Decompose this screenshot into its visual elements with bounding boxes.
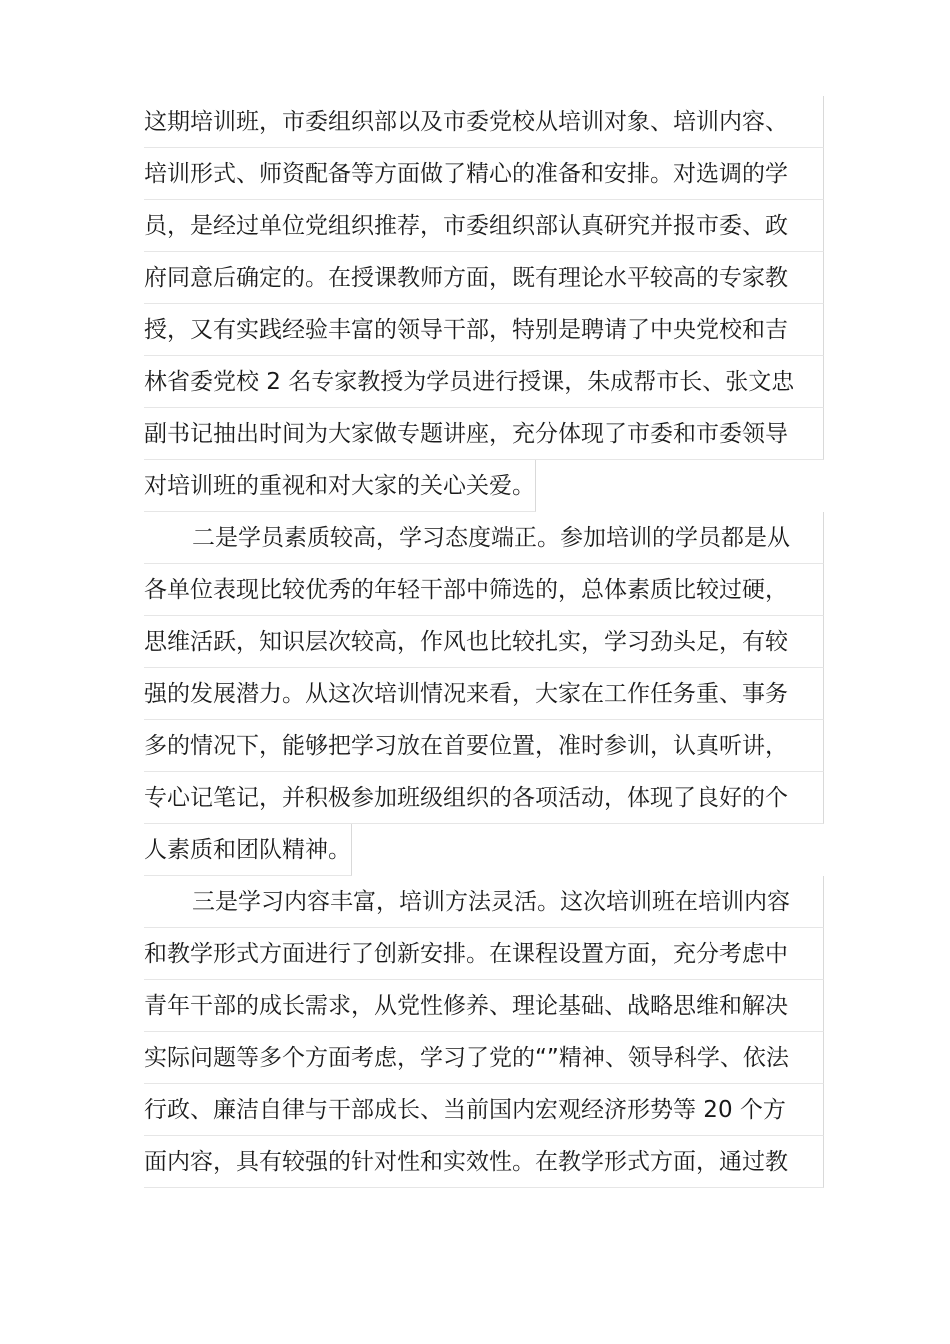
text-line: 实际问题等多个方面考虑，学习了党的“”精神、领导科学、依法 [144, 1032, 824, 1084]
text-line: 林省委党校 2 名专家教授为学员进行授课，朱成帮市长、张文忠 [144, 356, 824, 408]
text-line: 培训形式、师资配备等方面做了精心的准备和安排。对选调的学 [144, 148, 824, 200]
text-line: 这期培训班，市委组织部以及市委党校从培训对象、培训内容、 [144, 96, 824, 148]
text-line: 员，是经过单位党组织推荐，市委组织部认真研究并报市委、政 [144, 200, 824, 252]
text-line: 三是学习内容丰富，培训方法灵活。这次培训班在培训内容 [144, 876, 824, 928]
text-line: 人素质和团队精神。 [144, 824, 352, 876]
text-line: 强的发展潜力。从这次培训情况来看，大家在工作任务重、事务 [144, 668, 824, 720]
text-line: 和教学形式方面进行了创新安排。在课程设置方面，充分考虑中 [144, 928, 824, 980]
text-line: 青年干部的成长需求，从党性修养、理论基础、战略思维和解决 [144, 980, 824, 1032]
text-line: 各单位表现比较优秀的年轻干部中筛选的，总体素质比较过硬， [144, 564, 824, 616]
text-line: 对培训班的重视和对大家的关心关爱。 [144, 460, 536, 512]
text-line: 二是学员素质较高，学习态度端正。参加培训的学员都是从 [144, 512, 824, 564]
text-line: 多的情况下，能够把学习放在首要位置，准时参训，认真听讲， [144, 720, 824, 772]
paragraph-training-arrangement [144, 96, 824, 517]
paragraph-student-quality [144, 512, 824, 881]
text-line: 府同意后确定的。在授课教师方面，既有理论水平较高的专家教 [144, 252, 824, 304]
text-line: 面内容，具有较强的针对性和实效性。在教学形式方面，通过教 [144, 1136, 824, 1188]
text-line: 行政、廉洁自律与干部成长、当前国内宏观经济形势等 20 个方 [144, 1084, 824, 1136]
text-line: 思维活跃，知识层次较高，作风也比较扎实，学习劲头足，有较 [144, 616, 824, 668]
text-line: 专心记笔记，并积极参加班级组织的各项活动，体现了良好的个 [144, 772, 824, 824]
text-line: 授，又有实践经验丰富的领导干部，特别是聘请了中央党校和吉 [144, 304, 824, 356]
text-line: 副书记抽出时间为大家做专题讲座，充分体现了市委和市委领导 [144, 408, 824, 460]
paragraph-course-content [144, 876, 824, 1188]
